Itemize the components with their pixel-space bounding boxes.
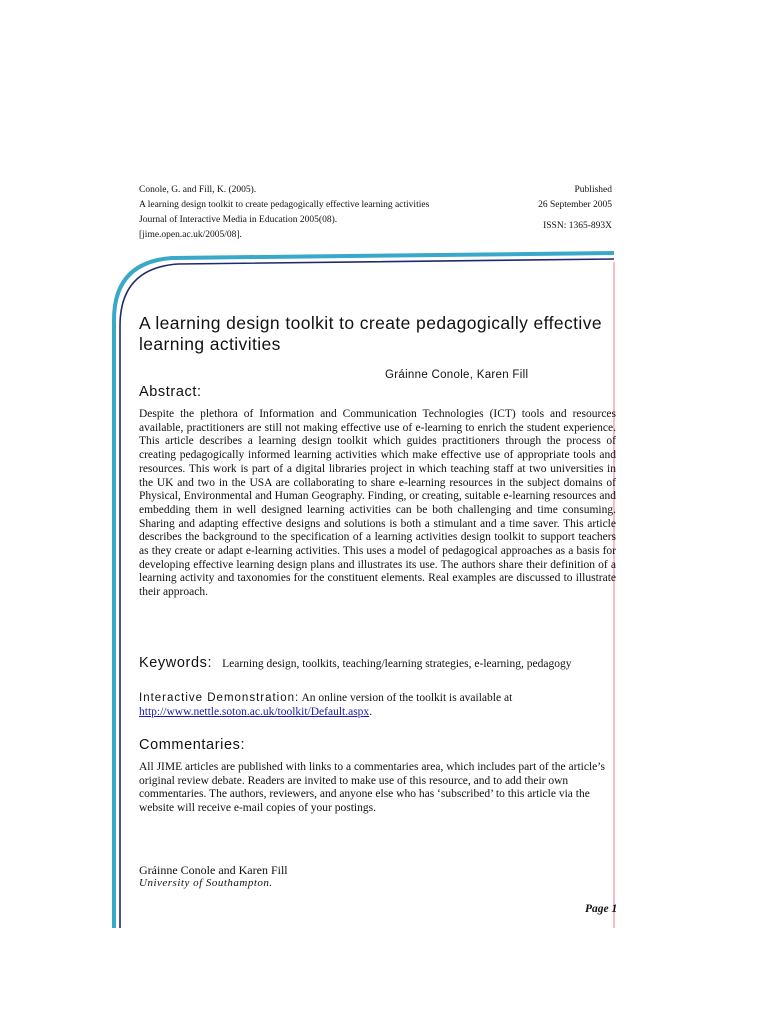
page-number: Page 1 (585, 903, 618, 915)
keywords-line (139, 654, 571, 672)
published-label: Published (574, 185, 612, 195)
demo-text: An online version of the toolkit is available at (299, 692, 513, 704)
article-authors: Gráinne Conole, Karen Fill (385, 369, 529, 381)
commentaries-text: All JIME articles are published with links to a commentaries area, which includes part of the article’s original review debate. Readers are invited to make use of this resource, and to add their own commentaries. The authors, reviewers, and anyone else who has ‘subscribed’ to this article via the website will receive e-mail copies of your postings. (139, 761, 605, 815)
toolkit-link[interactable]: http://www.nettle.soton.ac.uk/toolkit/Default.aspx (139, 705, 370, 718)
citation-line: [jime.open.ac.uk/2005/08]. (139, 230, 242, 240)
demo-heading: Interactive Demonstration: (139, 692, 300, 704)
abstract-heading: Abstract: (139, 384, 202, 400)
commentaries-heading: Commentaries: (139, 737, 246, 753)
issn: ISSN: 1365-893X (543, 221, 612, 231)
article-title: A learning design toolkit to create pedagogically effective learning activities (139, 313, 603, 354)
footer-authors: Gráinne Conole and Karen Fill (139, 863, 288, 877)
published-date: 26 September 2005 (538, 200, 612, 210)
citation-line: A learning design toolkit to create pedagogically effective learning activities (139, 200, 430, 210)
demo-after-link: . (369, 705, 373, 718)
citation-line: Journal of Interactive Media in Education 2005(08). (139, 215, 338, 225)
citation-line: Conole, G. and Fill, K. (2005). (139, 185, 257, 195)
keywords-text: Learning design, toolkits, teaching/learning strategies, e-learning, pedagogy (222, 658, 572, 670)
footer-institution: University of Southampton. (139, 877, 273, 889)
keywords-heading: Keywords: (139, 655, 213, 671)
abstract-text: Despite the plethora of Information and Communication Technologies (ICT) tools and resources available, practitioners are still not making effective use of e-learning to enrich the student experience. This article describes a learning design toolkit which guides practitioners through the process of creating pedagogically informed learning activities which make effective use of appropriate tools and resources. This work is part of a digital libraries project in which teaching staff at two universities in the UK and two in the USA are collaborating to share e-learning resources in the subject domains of Physical, Environmental and Human Geography. Finding, or creating, suitable e-learning resources and embedding them in well designed learning activities can be both challenging and time consuming. Sharing and adapting effective designs and solutions is both a stimulant and a time saver. This article describes the background to the specification of a learning activities design toolkit to support teachers as they create or adapt e-learning activities. This uses a model of pedagogical approaches as a basis for developing effective learning design plans and illustrates its use. The authors share their definition of a learning activity and taxonomies for the constituent elements. Real examples are discussed to illustrate their approach. (139, 408, 616, 599)
demo-paragraph (139, 692, 616, 719)
